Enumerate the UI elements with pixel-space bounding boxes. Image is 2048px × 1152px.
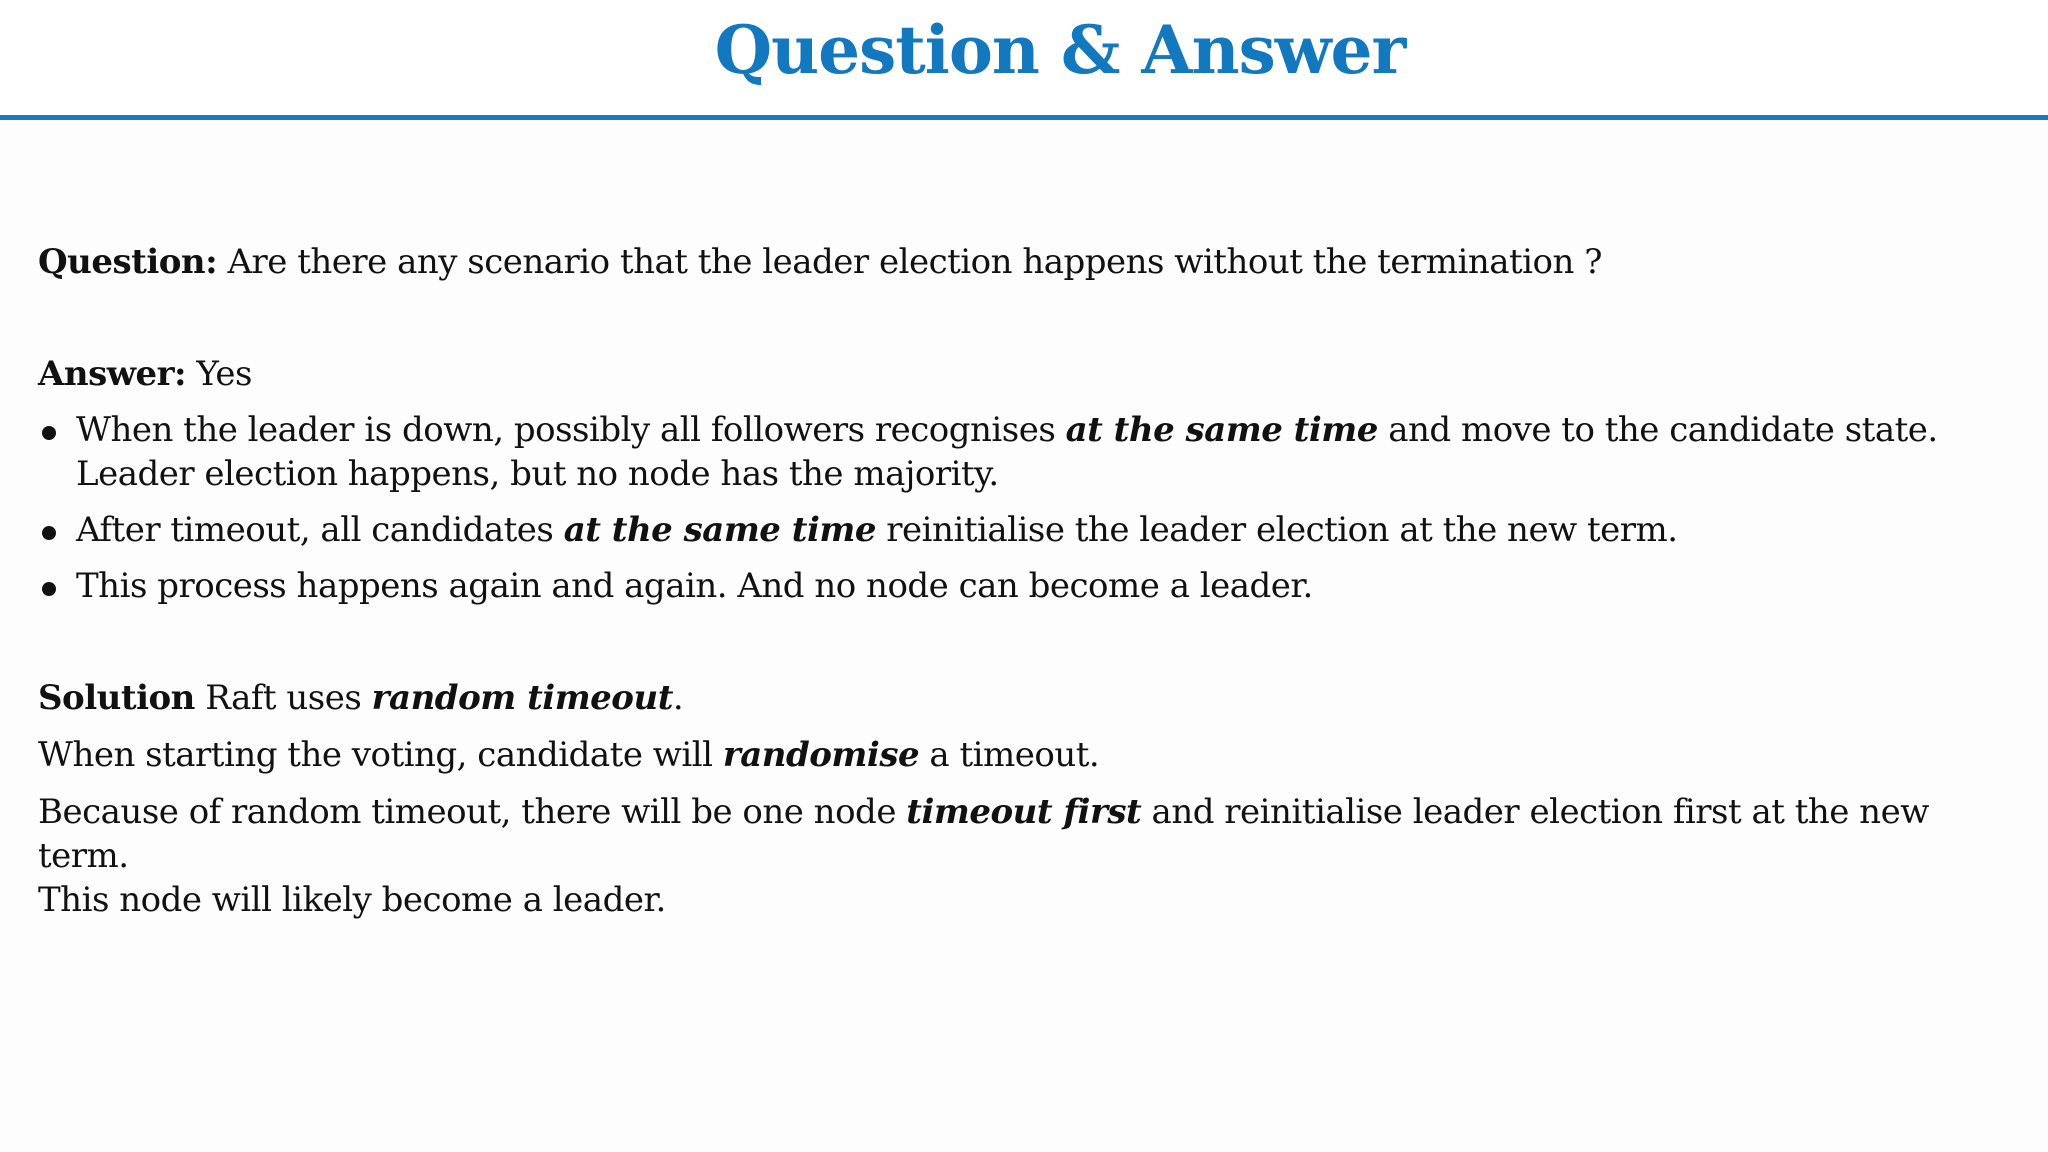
answer-text: Yes xyxy=(186,354,252,394)
solution-line-voting xyxy=(38,733,2028,777)
question-label: Question: xyxy=(38,242,218,282)
solution-text: . xyxy=(672,678,684,718)
list-item xyxy=(38,564,2028,608)
bullet-text-continuation: Leader election happens, but no node has the majority. xyxy=(76,454,999,494)
slide-content xyxy=(38,240,2028,922)
solution-line-text: Because of random timeout, there will be one node xyxy=(38,792,907,832)
bullet-icon xyxy=(42,526,56,540)
bullet-text: When the leader is down, possibly all followers recognises xyxy=(76,410,1066,450)
solution-paragraph xyxy=(38,676,2028,720)
solution-label: Solution xyxy=(38,678,195,718)
solution-line-emphasis: timeout first xyxy=(906,792,1142,832)
answer-bullet-list xyxy=(38,408,2028,608)
bullet-text: reinitialise the leader election at the new term. xyxy=(876,510,1678,550)
solution-emphasis: random timeout xyxy=(371,678,673,718)
title-divider xyxy=(0,115,2048,120)
solution-line-text: When starting the voting, candidate will xyxy=(38,735,723,775)
solution-text: Raft uses xyxy=(194,678,372,718)
bullet-text: After timeout, all candidates xyxy=(76,510,564,550)
bullet-icon xyxy=(42,426,56,440)
solution-line-continuation: This node will likely become a leader. xyxy=(38,880,666,920)
question-text: Are there any scenario that the leader election happens without the termination ? xyxy=(217,242,1602,282)
bullet-text: This process happens again and again. And no node can become a leader. xyxy=(76,566,1313,606)
bullet-emphasis: at the same time xyxy=(563,510,876,550)
bullet-text: and move to the candidate state. xyxy=(1377,410,1938,450)
bullet-icon xyxy=(42,582,56,596)
list-item xyxy=(38,508,2028,552)
title-bar xyxy=(0,0,2048,118)
solution-line-random-timeout xyxy=(38,790,2028,922)
answer-label: Answer: xyxy=(38,354,187,394)
solution-line-emphasis: randomise xyxy=(722,735,920,775)
solution-line-text: a timeout. xyxy=(919,735,1100,775)
list-item xyxy=(38,408,2028,496)
slide-title: Question & Answer xyxy=(714,11,1406,89)
solution-line-text: and reinitialise leader election first at the new term. xyxy=(38,792,1929,876)
question-paragraph xyxy=(38,240,2028,284)
answer-paragraph xyxy=(38,352,2028,396)
bullet-emphasis: at the same time xyxy=(1065,410,1378,450)
